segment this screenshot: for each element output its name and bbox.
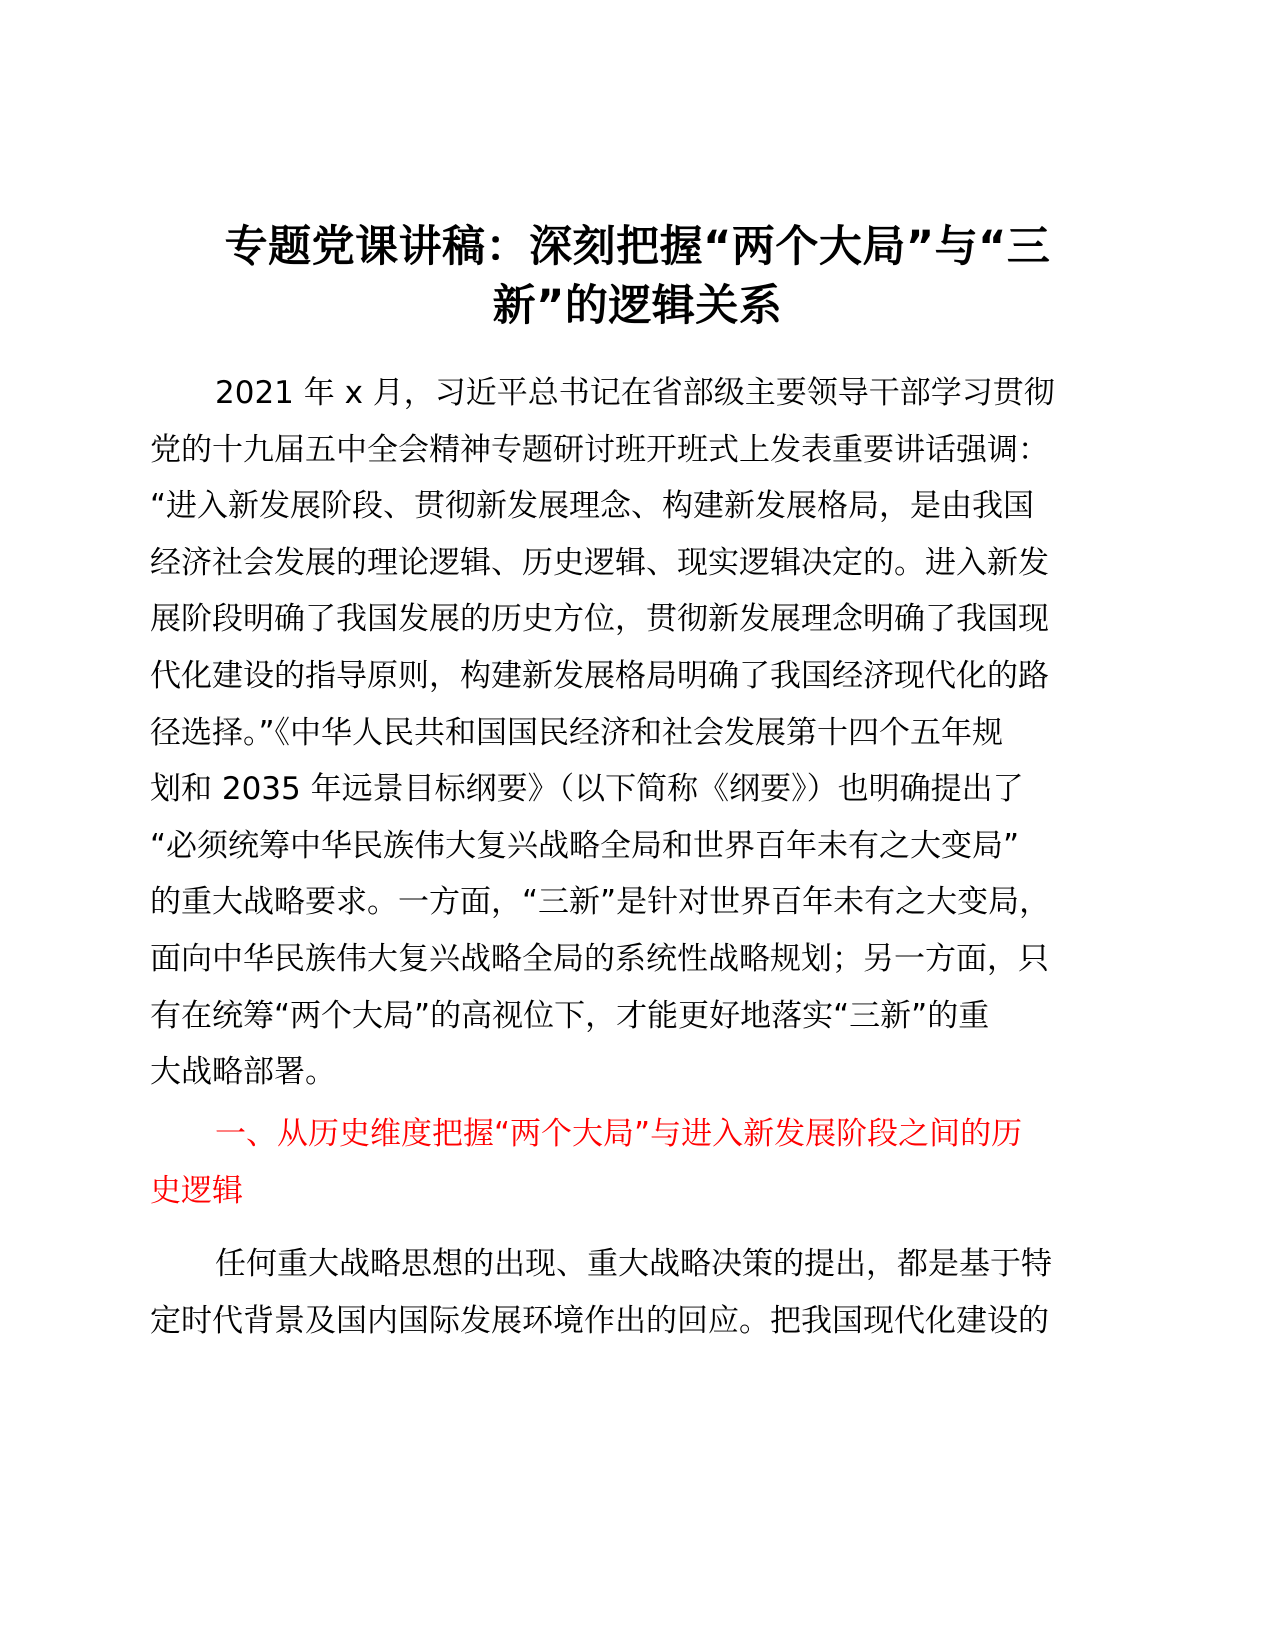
paragraph-line: 的重大战略要求。一方面，“三新”是针对世界百年未有之大变局， xyxy=(150,884,1051,921)
paragraph-line: 定时代背景及国内国际发展环境作出的回应。把我国现代化建设的 xyxy=(150,1302,1049,1339)
paragraph-line: 任何重大战略思想的出现、重大战略决策的提出，都是基于特 xyxy=(215,1246,1052,1282)
paragraph-line: “必须统筹中华民族伟大复兴战略全局和世界百年未有之大变局” xyxy=(150,827,1020,864)
heading-line: 史逻辑 xyxy=(150,1172,243,1209)
title-line-1: 专题党课讲稿：深刻把握“两个大局”与“三 xyxy=(224,222,1051,272)
intro-paragraph xyxy=(150,365,1130,1101)
section-heading xyxy=(150,1106,1130,1219)
paragraph-line: 有在统筹“两个大局”的高视位下，才能更好地落实“三新”的重 xyxy=(150,997,990,1034)
document-title xyxy=(150,218,1125,336)
paragraph-line: 展阶段明确了我国发展的历史方位，贯彻新发展理念明确了我国现 xyxy=(150,601,1049,638)
paragraph-line: 党的十九届五中全会精神专题研讨班开班式上发表重要讲话强调： xyxy=(150,431,1049,468)
paragraph-line: 划和 2035 年远景目标纲要》（以下简称《纲要》）也明确提出了 xyxy=(150,771,1024,808)
paragraph-line: 经济社会发展的理论逻辑、历史逻辑、现实逻辑决定的。进入新发 xyxy=(150,544,1049,581)
paragraph-line: 2021 年 x 月，习近平总书记在省部级主要领导干部学习贯彻 xyxy=(215,375,1055,411)
paragraph-line: 径选择。”《中华人民共和国国民经济和社会发展第十四个五年规 xyxy=(150,714,1004,751)
section-paragraph xyxy=(150,1236,1130,1349)
paragraph-line: 代化建设的指导原则，构建新发展格局明确了我国经济现代化的路 xyxy=(150,657,1049,694)
paragraph-line: “进入新发展阶段、贯彻新发展理念、构建新发展格局，是由我国 xyxy=(150,488,1035,525)
title-line-2: 新”的逻辑关系 xyxy=(492,281,783,331)
paragraph-line: 大战略部署。 xyxy=(150,1054,336,1091)
paragraph-line: 面向中华民族伟大复兴战略全局的系统性战略规划；另一方面，只 xyxy=(150,940,1049,977)
heading-line: 一、从历史维度把握“两个大局”与进入新发展阶段之间的历 xyxy=(215,1116,1023,1152)
